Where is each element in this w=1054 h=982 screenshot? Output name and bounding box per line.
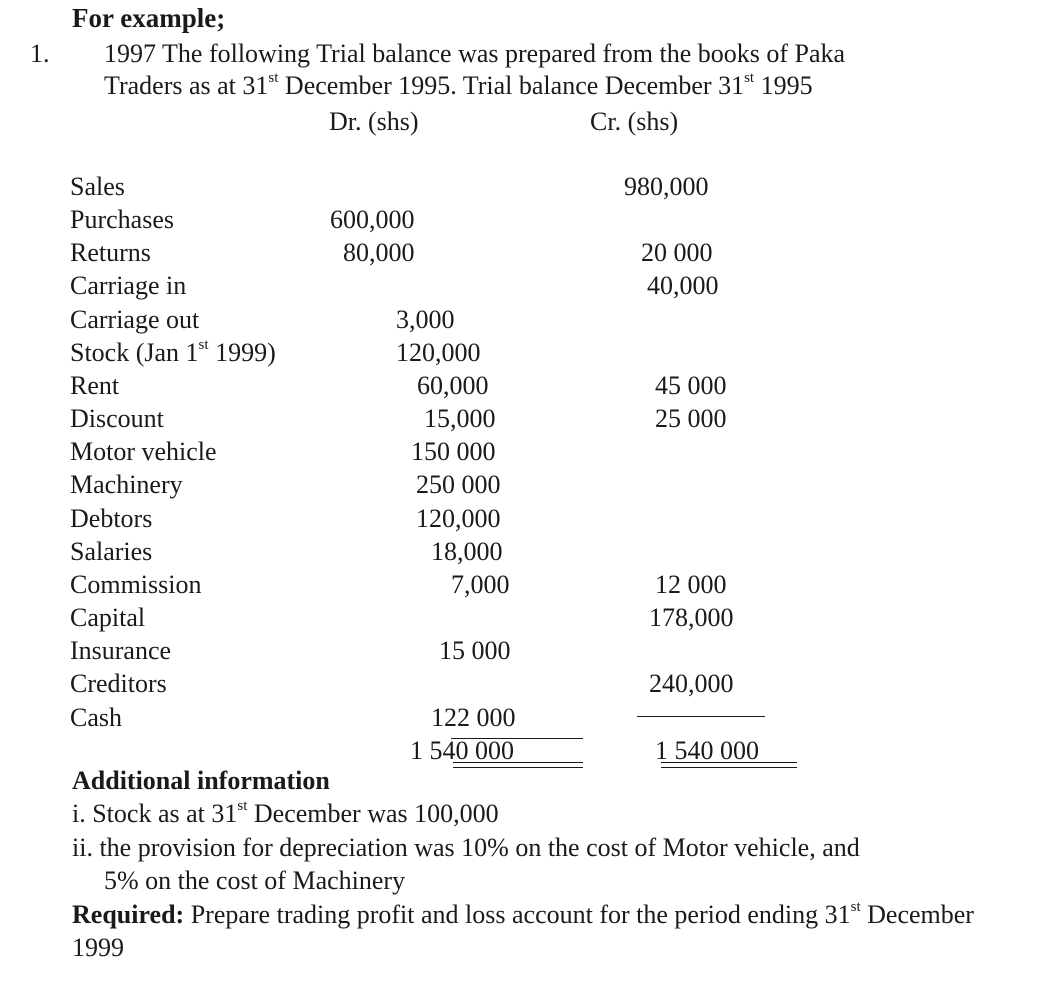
row-label: Discount (70, 404, 164, 433)
row-label: Carriage out (70, 305, 200, 334)
dr-amount: 250 000 (416, 470, 501, 499)
cr-amount: 12 000 (655, 570, 727, 599)
row-label: Salaries (70, 537, 153, 566)
additional-item-2-line-1: ii. the provision for depreciation was 10% on the cost of Motor vehicle, and (72, 833, 860, 862)
cr-amount: 240,000 (649, 669, 734, 698)
question-line-1: 1997 The following Trial balance was prepared from the books of Paka (104, 39, 846, 68)
dr-amount: 122 000 (431, 703, 516, 732)
row-label: Purchases (70, 205, 174, 234)
cr-amount: 178,000 (649, 603, 734, 632)
row-label: Cash (70, 703, 122, 732)
cr-amount: 20 000 (641, 238, 713, 267)
row-label: Carriage in (70, 271, 187, 300)
question-number: 1. (30, 39, 50, 68)
dr-amount: 15 000 (439, 636, 511, 665)
heading: For example; (72, 3, 226, 33)
dr-amount: 120,000 (416, 504, 501, 533)
dr-amount: 7,000 (451, 570, 510, 599)
dr-amount: 150 000 (411, 437, 496, 466)
row-label: Stock (Jan 1st 1999) (70, 337, 276, 367)
additional-item-2-line-2: 5% on the cost of Machinery (104, 866, 406, 895)
required-line-1: Required: Prepare trading profit and loss account for the period ending 31st December (72, 899, 974, 929)
row-label: Returns (70, 238, 151, 267)
dr-amount: 18,000 (431, 537, 503, 566)
row-label: Creditors (70, 669, 167, 698)
dr-amount: 15,000 (424, 404, 496, 433)
additional-item-1: i. Stock as at 31st December was 100,000 (72, 798, 499, 828)
row-label: Insurance (70, 636, 172, 665)
row-label: Debtors (70, 504, 153, 533)
row-label: Machinery (70, 470, 183, 499)
cr-total: 1 540 000 (655, 736, 759, 765)
additional-info-title: Additional information (72, 766, 330, 795)
dr-amount: 120,000 (396, 338, 481, 367)
cr-amount: 40,000 (647, 271, 719, 300)
row-label: Motor vehicle (70, 437, 217, 466)
cr-total-rule (637, 716, 765, 717)
dr-amount: 80,000 (343, 238, 415, 267)
dr-amount: 60,000 (417, 371, 489, 400)
dr-total-double-underline (453, 762, 583, 768)
cr-column-header: Cr. (shs) (590, 107, 679, 136)
dr-column-header: Dr. (shs) (329, 107, 419, 136)
dr-total: 1 540 000 (410, 736, 514, 765)
cr-total-double-underline (661, 762, 797, 768)
row-label: Capital (70, 603, 146, 632)
cr-amount: 45 000 (655, 371, 727, 400)
question-line-2: Traders as at 31st December 1995. Trial balance December 31st 1995 (104, 70, 813, 100)
cr-amount: 25 000 (655, 404, 727, 433)
dr-amount: 3,000 (396, 305, 455, 334)
required-line-2: 1999 (72, 933, 124, 962)
cr-amount: 980,000 (624, 172, 709, 201)
row-label: Commission (70, 570, 202, 599)
dr-amount: 600,000 (330, 205, 415, 234)
row-label: Sales (70, 172, 125, 201)
row-label: Rent (70, 371, 120, 400)
